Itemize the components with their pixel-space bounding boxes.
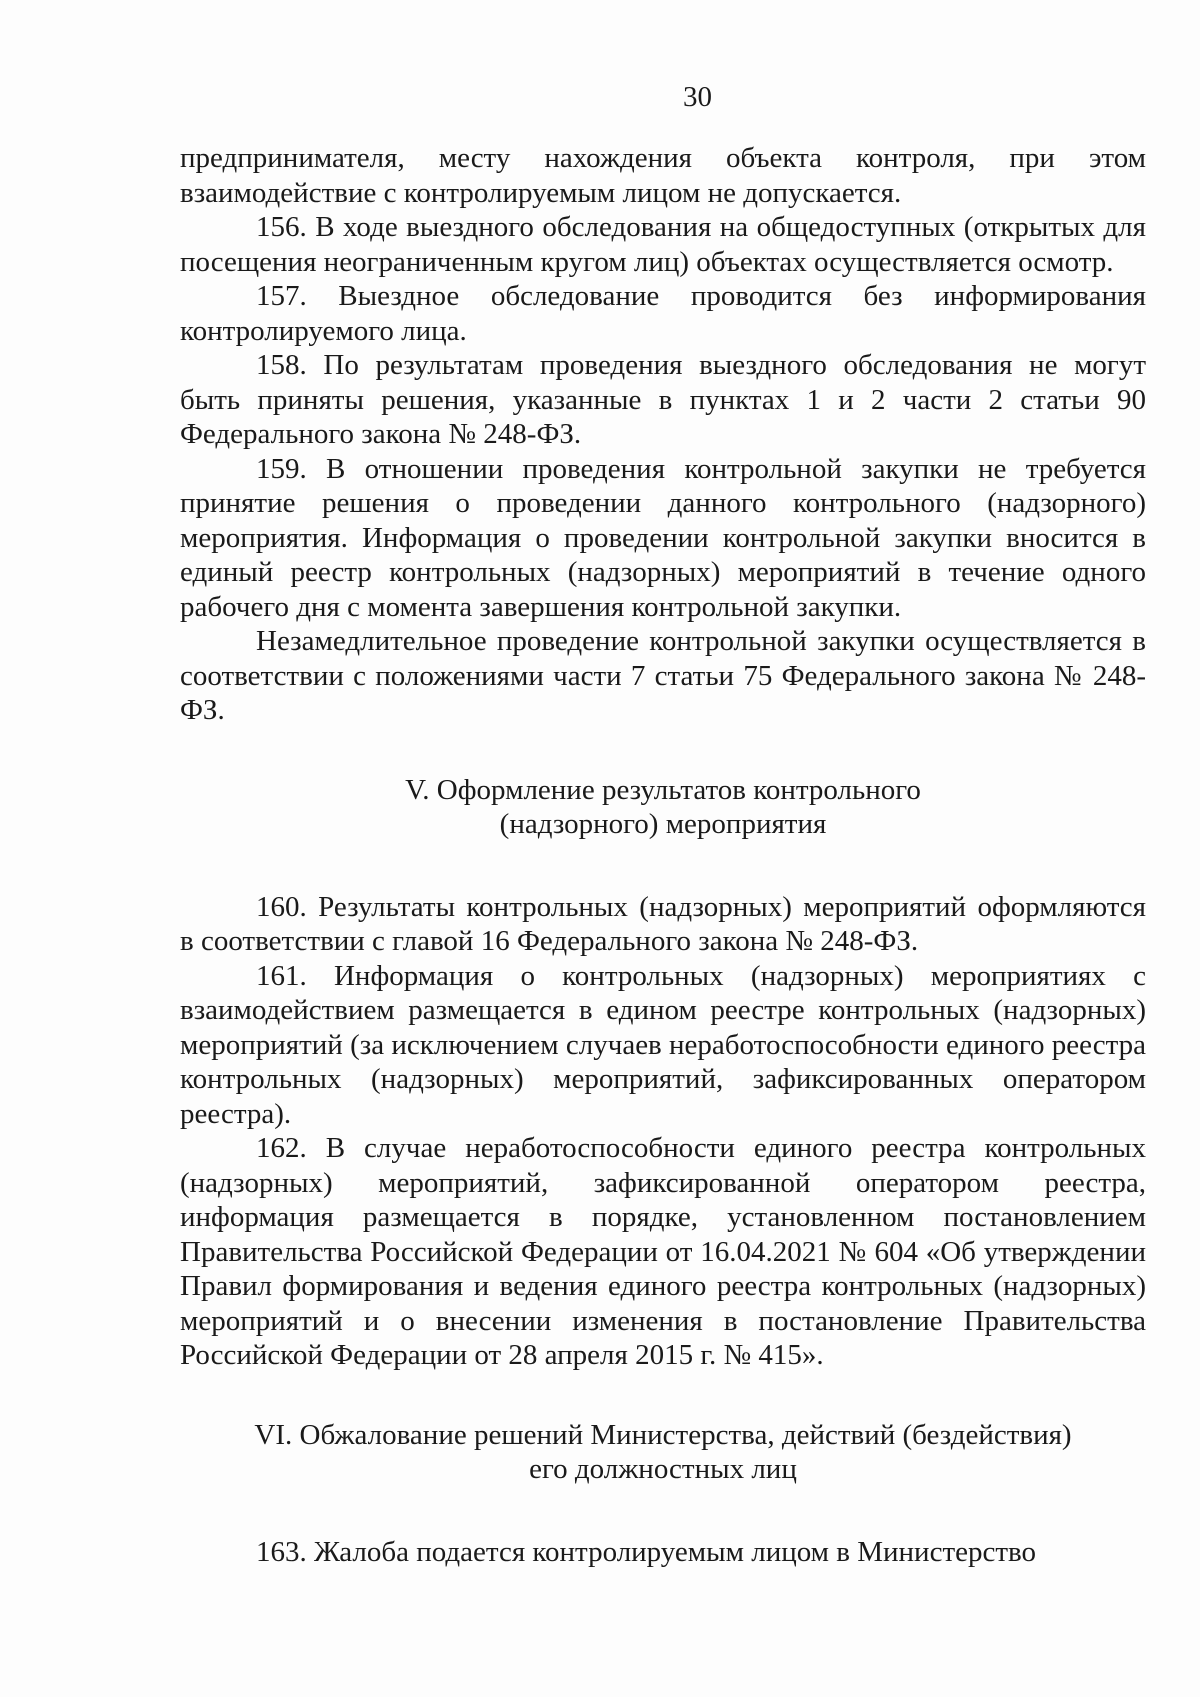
paragraph-159-continued: Незамедлительное проведение контрольной закупки осуществляется в соответствии с положениями части 7 статьи 75 Федерального закона № 248-ФЗ.	[180, 625, 1146, 726]
paragraph-157: 157. Выездное обследование проводится без информирования контролируемого лица.	[180, 280, 1146, 347]
paragraph-162: 162. В случае неработоспособности единого реестра контрольных (надзорных) мероприятий, зафиксированной оператором реестра, информация размещается в порядке, установленном постановлением Правительства Российской Федерации от 16.04.2021 № 604 «Об утверждении Правил формирования и ведения единого реестра контрольных (надзорных) мероприятий и о внесении изменения в постановление Правительства Российской Федерации от 28 апреля 2015 г. № 415».	[180, 1132, 1146, 1371]
paragraph-156: 156. В ходе выездного обследования на общедоступных (открытых для посещения неограниченным кругом лиц) объектах осуществляется осмотр.	[180, 211, 1146, 278]
paragraph-continuation: предпринимателя, месту нахождения объекта контроля, при этом взаимодействие с контролируемым лицом не допускается.	[180, 142, 1146, 209]
section-vi-title-line2: его должностных лиц	[529, 1453, 797, 1485]
document-body	[180, 141, 1146, 1569]
paragraph-160: 160. Результаты контрольных (надзорных) мероприятий оформляются в соответствии с главой 16 Федерального закона № 248-ФЗ.	[180, 890, 1146, 957]
section-vi-heading	[180, 1418, 1146, 1487]
section-vi-title-line1: VI. Обжалование решений Министерства, действий (бездействия)	[254, 1418, 1072, 1451]
paragraph-158: 158. По результатам проведения выездного обследования не могут быть приняты решения, указанные в пунктах 1 и 2 части 2 статьи 90 Федерального закона № 248-ФЗ.	[180, 349, 1146, 450]
section-v-title-line2: (надзорного) мероприятия	[499, 808, 827, 840]
section-v-heading	[180, 773, 1146, 842]
paragraph-159: 159. В отношении проведения контрольной закупки не требуется принятие решения о проведении данного контрольного (надзорного) мероприятия. Информация о проведении контрольной закупки вносится в единый реестр контрольных (надзорных) мероприятий в течение одного рабочего дня с момента завершения контрольной закупки.	[180, 452, 1146, 623]
section-v-title-line1: V. Оформление результатов контрольного	[405, 773, 921, 806]
paragraph-163: 163. Жалоба подается контролируемым лицом в Министерство	[256, 1535, 1037, 1568]
paragraph-161: 161. Информация о контрольных (надзорных) мероприятиях с взаимодействием размещается в едином реестре контрольных (надзорных) мероприятий (за исключением случаев неработоспособности единого реестра контрольных (надзорных) мероприятий, зафиксированных оператором реестра).	[180, 959, 1146, 1130]
page-number: 30	[683, 81, 712, 113]
